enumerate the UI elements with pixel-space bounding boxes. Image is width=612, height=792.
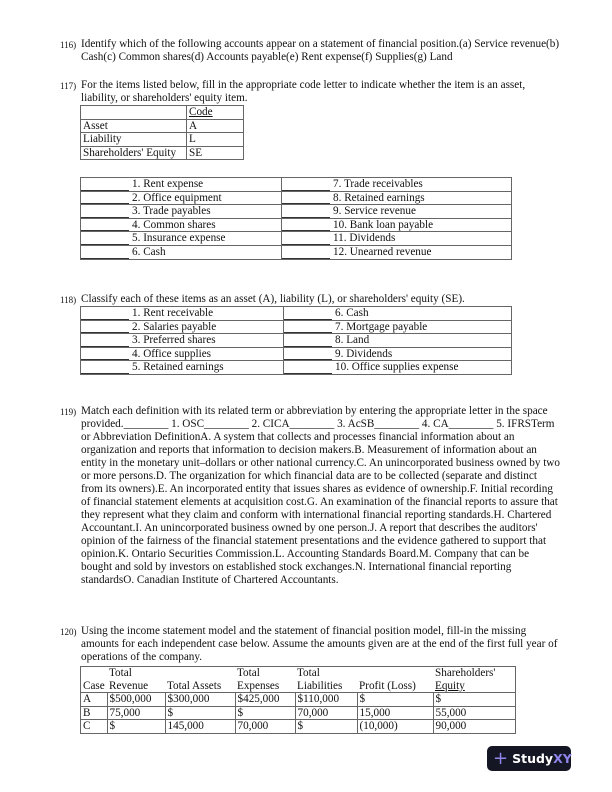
header-total-assets: Total Assets <box>165 667 235 693</box>
answer-blank[interactable] <box>81 233 129 245</box>
answer-blank[interactable] <box>282 179 330 191</box>
logo-text-xy: XY <box>553 751 572 766</box>
answer-blank[interactable] <box>282 247 330 259</box>
item-label: 2. Office equipment <box>132 191 222 204</box>
answer-blank[interactable] <box>282 206 330 218</box>
item-label: 4. Office supplies <box>132 347 212 360</box>
question-text: Identify which of the following accounts appear on a statement of financial position.(a) Service revenue(b) Cash(c) Common shares(d) Accounts payable(e) Rent expense(f) Supplies(g) Land <box>81 38 560 63</box>
item-label: 8. Retained earnings <box>333 191 425 204</box>
code-value: SE <box>187 146 244 160</box>
answer-blank[interactable] <box>81 192 129 204</box>
answer-blank[interactable] <box>81 348 129 360</box>
cell-value: $300,000 <box>165 693 235 707</box>
question-116 <box>60 38 560 64</box>
code-label: Liability <box>81 133 187 147</box>
code-label: Shareholders' Equity <box>81 146 187 160</box>
cell-value[interactable]: $ <box>235 706 295 720</box>
item-label: 10. Office supplies expense <box>335 361 459 374</box>
header-shareholders-equity: Shareholders' Equity <box>433 667 516 693</box>
item-label: 1. Rent expense <box>132 178 204 190</box>
cell-value[interactable]: $ <box>165 706 235 720</box>
item-label: 7. Mortgage payable <box>335 320 428 333</box>
items-table-118 <box>80 306 512 375</box>
answer-blank[interactable] <box>81 335 129 347</box>
answer-blank[interactable] <box>282 192 330 204</box>
answer-blank[interactable] <box>282 233 330 245</box>
answer-blank[interactable] <box>81 308 129 320</box>
cell-value: $500,000 <box>107 693 165 707</box>
cell-value[interactable]: $ <box>357 693 433 707</box>
case-label: A <box>81 693 108 707</box>
item-label: 9. Dividends <box>335 347 393 360</box>
cell-value: 145,000 <box>165 720 235 734</box>
studyxy-logo[interactable] <box>487 746 571 771</box>
table-row <box>81 720 516 734</box>
question-text: Using the income statement model and the statement of financial position model, fill-in the missing amounts for each independent case below. Assume the amounts given are at the end of the first full year of operations of the company. <box>81 625 558 663</box>
code-header: Code <box>187 106 244 120</box>
question-number: 116) <box>60 40 77 50</box>
answer-blank[interactable] <box>284 335 332 347</box>
cell-value: 70,000 <box>235 720 295 734</box>
answer-blank[interactable] <box>81 362 129 374</box>
answer-blank[interactable] <box>81 219 129 231</box>
question-119 <box>60 405 560 587</box>
table-row <box>81 706 516 720</box>
header-total-expenses: Total Expenses <box>235 667 295 693</box>
question-120 <box>60 625 560 664</box>
cell-value: 75,000 <box>107 706 165 720</box>
cell-value: $425,000 <box>235 693 295 707</box>
case-label: C <box>81 720 108 734</box>
cell-value: 90,000 <box>433 720 516 734</box>
header-profit-loss: Profit (Loss) <box>357 667 433 693</box>
answer-blank[interactable] <box>284 362 332 374</box>
cell-value: (10,000) <box>357 720 433 734</box>
item-label: 11. Dividends <box>333 232 396 245</box>
case-label: B <box>81 706 108 720</box>
code-header-blank <box>81 106 187 120</box>
answer-blank[interactable] <box>81 179 129 191</box>
code-value: L <box>187 133 244 147</box>
question-number: 120) <box>60 627 77 637</box>
answer-blank[interactable] <box>81 321 129 333</box>
cell-value[interactable]: $ <box>433 693 516 707</box>
code-table <box>80 105 244 160</box>
header-case: Case <box>81 667 108 693</box>
item-label: 5. Retained earnings <box>132 361 224 374</box>
cell-value: $110,000 <box>295 693 357 707</box>
header-total-revenue: Total Revenue <box>107 667 165 693</box>
item-label: 12. Unearned revenue <box>333 245 432 258</box>
code-label: Asset <box>81 119 187 133</box>
question-number: 117) <box>60 81 77 91</box>
item-label: 10. Bank loan payable <box>333 218 434 231</box>
question-text: Match each definition with its related term or abbreviation by entering the appropriate letter in the space provided.________ 1. OSC________ 2. CICA________ 3. AcSB________ 4. CA________ 5. IFRSTerm or Abbreviation DefinitionA. A system that collects and processes financial information about an organization and reports that information to decision makers.B. Measurement of information about an entity in the monetary unit–dollars or other national currency.C. An unincorporated business owned by two or more persons.D. The organization for which financial data are to be collected (separate and distinct from its owners).E. An incorporated entity that issues shares as evidence of ownership.F. Initial recording of financial statement elements at acquisition cost.G. An examination of the financial reports to assure that they represent what they claim and conform with international financial reporting standards.H. Chartered Accountant.I. An unincorporated business owned by one person.J. A report that describes the auditors' opinion of the fairness of the financial statement presentations and the evidence gathered to support that opinion.K. Ontario Securities Commission.L. Accounting Standards Board.M. Company that can be bought and sold by investors on established stock exchanges.N. International financial reporting standardsO. Canadian Institute of Chartered Accountants. <box>81 405 560 586</box>
question-text: Classify each of these items as an asset (A), liability (L), or shareholders' equity (SE). <box>81 293 465 305</box>
code-value: A <box>187 119 244 133</box>
item-label: 7. Trade receivables <box>333 178 423 190</box>
item-label: 4. Common shares <box>132 218 216 231</box>
item-label: 8. Land <box>335 334 370 347</box>
cell-value[interactable]: $ <box>295 720 357 734</box>
cell-value: 55,000 <box>433 706 516 720</box>
item-label: 3. Trade payables <box>132 205 211 218</box>
item-label: 9. Service revenue <box>333 205 416 218</box>
question-117 <box>60 79 560 105</box>
answer-blank[interactable] <box>282 219 330 231</box>
items-table-117 <box>80 177 512 260</box>
item-label: 6. Cash <box>132 245 166 258</box>
answer-blank[interactable] <box>284 321 332 333</box>
logo-text-study: Study <box>512 751 554 766</box>
answer-blank[interactable] <box>81 247 129 259</box>
item-label: 6. Cash <box>335 307 369 319</box>
cell-value: 15,000 <box>357 706 433 720</box>
cell-value: 70,000 <box>295 706 357 720</box>
item-label: 1. Rent receivable <box>132 307 214 319</box>
header-total-liabilities: Total Liabilities <box>295 667 357 693</box>
answer-blank[interactable] <box>284 348 332 360</box>
cases-table <box>80 666 516 734</box>
cell-value[interactable]: $ <box>107 720 165 734</box>
table-row <box>81 693 516 707</box>
answer-blank[interactable] <box>284 308 332 320</box>
question-118 <box>60 293 560 306</box>
plus-icon: + <box>493 747 509 769</box>
question-text: For the items listed below, fill in the appropriate code letter to indicate whether the item is an asset, liability, or shareholders' equity item. <box>81 79 526 104</box>
question-number: 119) <box>60 407 77 417</box>
question-number: 118) <box>60 295 77 305</box>
answer-blank[interactable] <box>81 206 129 218</box>
item-label: 5. Insurance expense <box>132 232 226 245</box>
item-label: 3. Preferred shares <box>132 334 216 347</box>
item-label: 2. Salaries payable <box>132 320 217 333</box>
